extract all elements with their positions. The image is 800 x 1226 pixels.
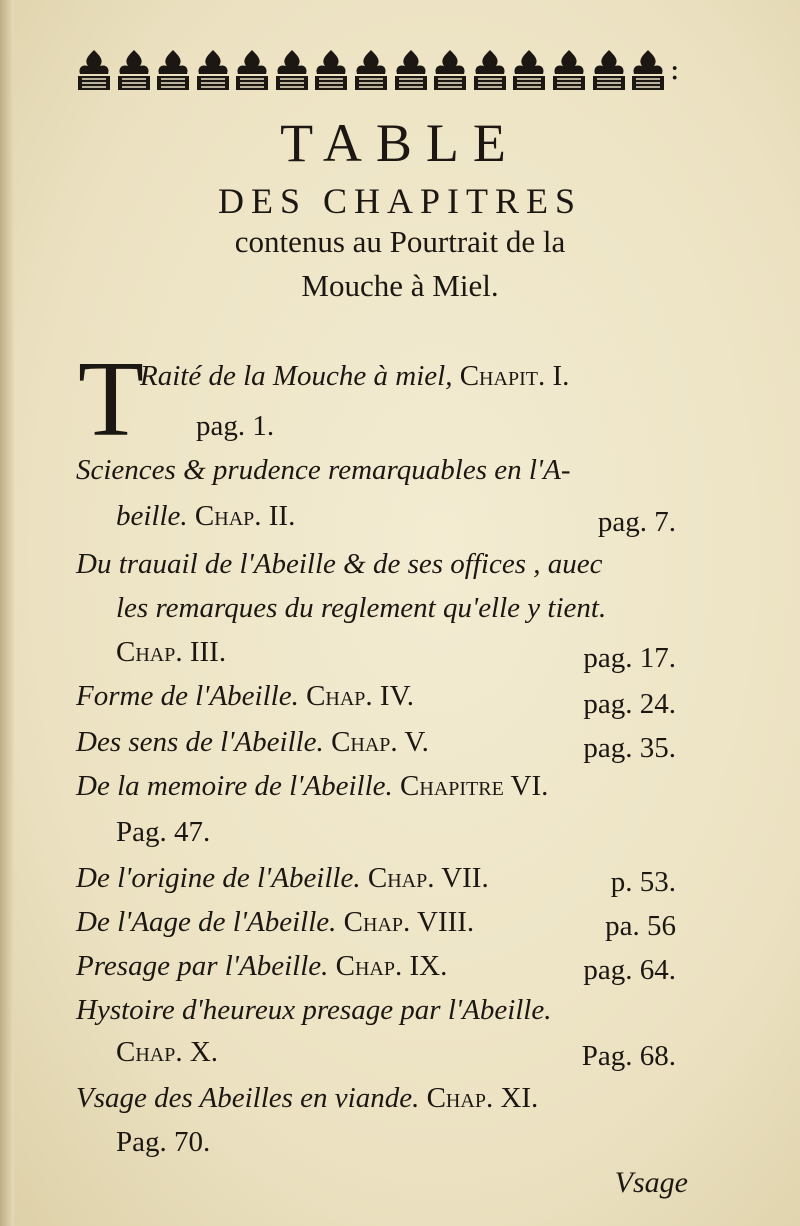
toc-entry-text: Hystoire d'heureux presage par l'Abeille. (76, 994, 552, 1026)
heading-table: TABLE (280, 113, 520, 173)
fleuron-ornament (472, 48, 508, 92)
toc-entry-text: De l'origine de l'Abeille. Chap. VII. (76, 862, 489, 894)
fleuron-ornament (195, 48, 231, 92)
toc-chapter-label: Chap. XI. (426, 1082, 539, 1114)
toc-page-ref: Pag. 68. (581, 1040, 676, 1072)
fleuron-ornament (274, 48, 310, 92)
toc-page-ref: pag. 17. (583, 642, 676, 674)
toc-entry-text: Forme de l'Abeille. Chap. IV. (76, 680, 415, 712)
toc-page-ref: pag. 24. (583, 688, 676, 720)
toc-entry-text: Des sens de l'Abeille. Chap. V. (76, 726, 429, 758)
fleuron-ornament (353, 48, 389, 92)
fleuron-ornament (432, 48, 468, 92)
toc-page-ref: Pag. 70. (116, 1126, 211, 1158)
heading-contenus: contenus au Pourtrait de la (234, 224, 566, 259)
fleuron-ornament (155, 48, 191, 92)
fleuron-ornament (551, 48, 587, 92)
fleuron-ornament (234, 48, 270, 92)
toc-chapter-label: Chap. III. (116, 636, 227, 668)
toc-entry-text: Vsage des Abeilles en viande. Chap. XI. (76, 1082, 539, 1114)
toc-entry-text: beille. Chap. II. (116, 500, 296, 532)
catchword: Vsage (614, 1166, 688, 1199)
fleuron-ornament (630, 48, 666, 92)
toc-page-ref: pa. 56 (605, 910, 676, 942)
toc-page-ref: pag. 64. (583, 954, 676, 986)
heading-mouche-a-miel: Mouche à Miel. (301, 268, 499, 303)
fleuron-ornament (76, 48, 112, 92)
toc-chapter-label: Chap. VIII. (343, 906, 475, 938)
toc-entry-text: les remarques du reglement qu'elle y tient. (116, 592, 607, 624)
ornament-colon: : (669, 52, 680, 87)
printers-ornament-band (76, 44, 680, 92)
toc-page-ref: Pag. 47. (116, 816, 211, 848)
toc-page-ref: pag. 1. (196, 410, 275, 442)
toc-entry-text: Sciences & prudence remarquables en l'A- (76, 454, 571, 486)
toc-entry-text: Presage par l'Abeille. Chap. IX. (76, 950, 448, 982)
heading-des-chapitres: DES CHAPITRES (217, 181, 583, 221)
toc-entry-text: De la memoire de l'Abeille. Chapitre VI. (76, 770, 549, 802)
fleuron-ornament (313, 48, 349, 92)
toc-chapter-label: Chapitre VI. (400, 770, 549, 802)
toc-entry-text: De l'Aage de l'Abeille. Chap. VIII. (76, 906, 475, 938)
toc-page-ref: p. 53. (610, 866, 676, 898)
drop-capital: T (78, 340, 144, 459)
toc-page-ref: pag. 35. (583, 732, 676, 764)
toc-chapter-label: Chap. VII. (367, 862, 489, 894)
toc-chapter-label: Chap. X. (116, 1036, 219, 1068)
toc-page-ref: pag. 7. (597, 506, 676, 538)
toc-chapter-label: Chap. IV. (306, 680, 415, 712)
toc-entry-text: Du trauail de l'Abeille & de ses offices , auec (76, 548, 603, 580)
toc-chapter-label: Chap. IX. (335, 950, 448, 982)
fleuron-ornament (511, 48, 547, 92)
toc-chapter-label: Chap. II. (194, 500, 296, 532)
fleuron-ornament (116, 48, 152, 92)
toc-entry-text: Raité de la Mouche à miel, Chapit. I. (140, 360, 570, 392)
toc-chapter-label: Chapit. I. (459, 360, 570, 392)
toc-chapter-label: Chap. V. (331, 726, 429, 758)
fleuron-ornament (591, 48, 627, 92)
fleuron-ornament (393, 48, 429, 92)
